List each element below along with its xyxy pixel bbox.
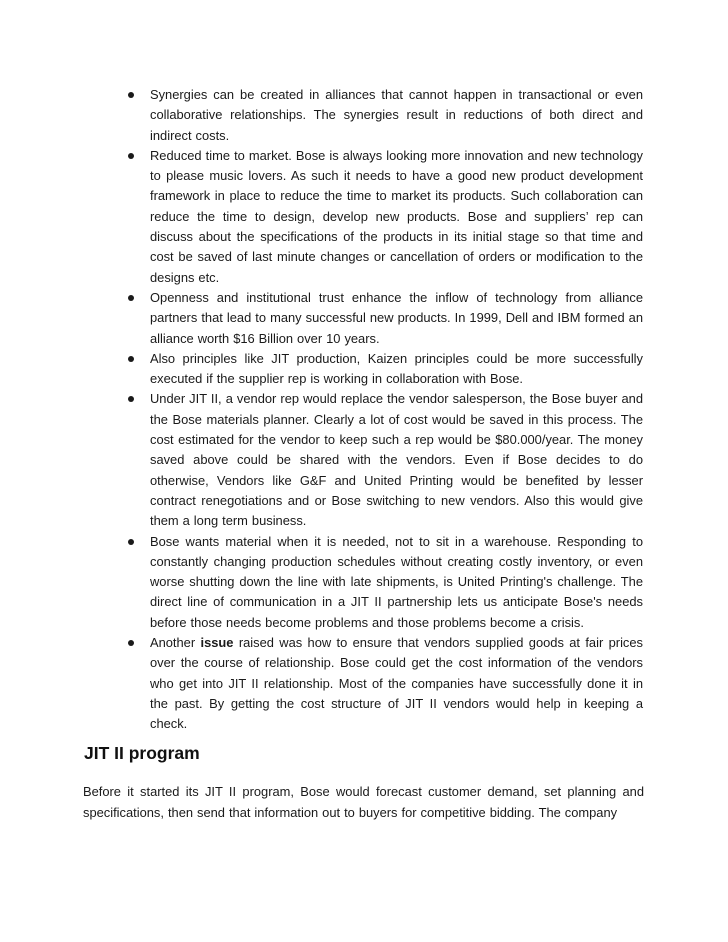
bullet-text: Synergies can be created in alliances that cannot happen in transactional or even collaborative relationships. The synergies result in reductions of both direct and indirect costs.: [150, 87, 643, 143]
bullet-list: [124, 85, 643, 735]
bullet-dot-icon: [128, 295, 134, 301]
bullet-item-synergies: [124, 85, 643, 146]
bullet-text: [150, 635, 643, 731]
bullet-text-bold: issue: [200, 635, 234, 651]
bullet-dot-icon: [128, 396, 134, 402]
body-paragraph: Before it started its JIT II program, Bose would forecast customer demand, set planning and specifications, then send that information out to buyers for competitive bidding. The company: [83, 784, 644, 820]
bullet-item-fair-prices: [124, 633, 643, 734]
bullet-dot-icon: [128, 153, 134, 159]
section-heading: JIT II program: [84, 743, 200, 763]
bullet-item-jit-kaizen: [124, 349, 643, 390]
bullet-dot-icon: [128, 92, 134, 98]
bullet-text-after: raised was how to ensure that vendors supplied goods at fair prices over the course of relationship. Bose could get the cost information of the vendors who get into JIT II relationship. Most of the companies have successfully done it in the past. By getting the cost structure of JIT II vendors would help in keeping a check.: [150, 635, 643, 732]
bullet-item-openness-trust: [124, 288, 643, 349]
bullet-text: Also principles like JIT production, Kaizen principles could be more successfully executed if the supplier rep is working in collaboration with Bose.: [150, 350, 643, 387]
bullet-dot-icon: [128, 539, 134, 545]
bullet-item-time-to-market: [124, 146, 643, 288]
bullet-text: Under JIT II, a vendor rep would replace the vendor salesperson, the Bose buyer and the Bose materials planner. Clearly a lot of cost would be saved in this process. The cost estimated for the vendor to keep such a rep would be $80.000/year. The money saved above could be shared with the vendors. Even if Bose decides to do otherwise, Vendors like G&F and United Printing would be benefited by lesser contract renegotiations and or Bose switching to new vendors. Also this would give them a long term business.: [150, 391, 643, 529]
bullet-dot-icon: [128, 356, 134, 362]
bullet-text: Openness and institutional trust enhance the inflow of technology from alliance partners that lead to many successful new products. In 1999, Dell and IBM formed an alliance worth $16 Billion over 10 years.: [150, 289, 643, 346]
bullet-text: Bose wants material when it is needed, not to sit in a warehouse. Responding to constantly changing production schedules without creating costly inventory, or even worse shutting down the line with late shipments, is United Printing's challenge. The direct line of communication in a JIT II partnership lets us anticipate Bose's needs before those needs become problems and those problems become a crisis.: [150, 533, 643, 630]
bullet-dot-icon: [128, 640, 134, 646]
bullet-text: Reduced time to market. Bose is always looking more innovation and new technology to please music lovers. As such it needs to have a good new product development framework in place to reduce the time to market its products. Such collaboration can reduce the time to design, develop new products. Bose and suppliers’ rep can discuss about the specifications of the products in its initial stage so that time and cost be saved of last minute changes or cancellation of orders or modification to the designs etc.: [150, 147, 643, 285]
bullet-item-material-needed: [124, 532, 643, 633]
bullet-text-before: Another: [150, 635, 201, 651]
bullet-item-vendor-rep: [124, 389, 643, 531]
